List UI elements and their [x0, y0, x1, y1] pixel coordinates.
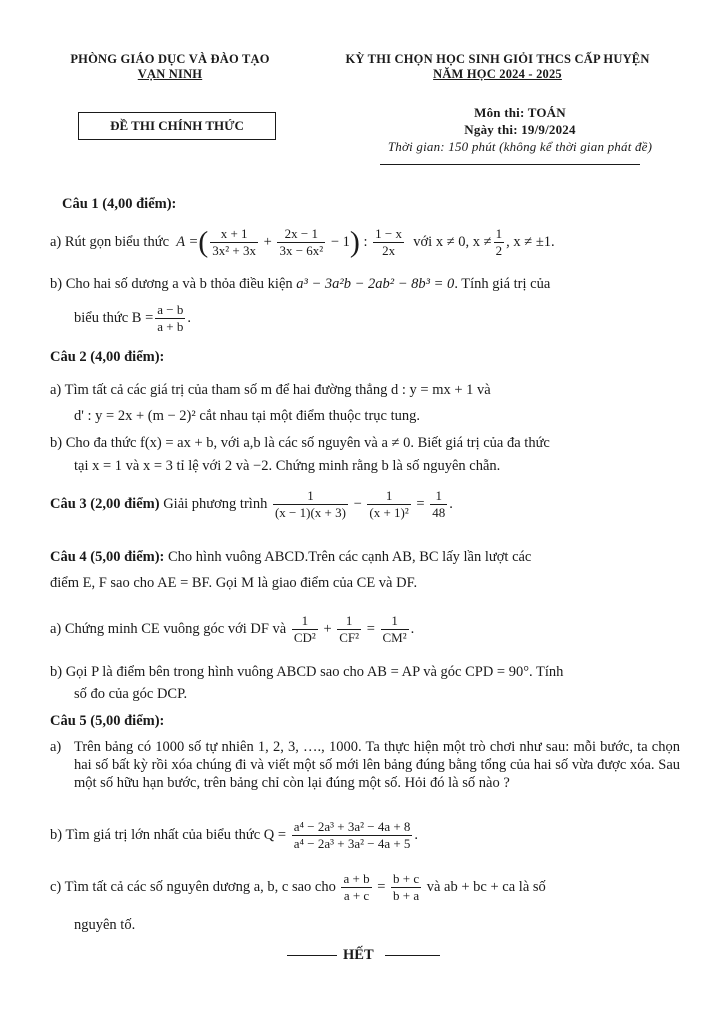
department-name: PHÒNG GIÁO DỤC VÀ ĐÀO TẠO VẠN NINH [50, 52, 290, 82]
q2-a-line2: d' : y = 2x + (m − 2)² cắt nhau tại một điểm thuộc trục tung. [74, 408, 420, 424]
q4-a: a) Chứng minh CE vuông góc với DF và $\frac{1}{\text{CD²}}$ + $\frac{1}{\text{CF²}}$ = $\frac{1}{\text{CM²}}$ . [50, 613, 415, 646]
q1-b: b) Cho hai số dương a và b thỏa điều kiện a³ − 3a²b − 2ab² − 8b³ = 0. Tính giá trị của [50, 276, 551, 292]
q5-a: Trên bảng có 1000 số tự nhiên 1, 2, 3, …., 1000. Ta thực hiện một trò chơi như sau: mỗi bước, ta chọn hai số bất kỳ rồi xóa chúng đi và viết một số mới lên bảng đúng bằng tổng của hai số vừa được xóa. Sau một số hữu hạn bước, trên bảng chỉ còn lại đúng một số. Hỏi đó là số nào ? [74, 739, 680, 791]
q2-title: Câu 2 (4,00 điểm): [50, 349, 165, 365]
district-name: VẠN NINH [137, 67, 203, 81]
q2-a-line1: a) Tìm tất cả các giá trị của tham số m để hai đường thẳng d : y = mx + 1 và [50, 382, 491, 398]
q5-title: Câu 5 (5,00 điểm): [50, 713, 165, 729]
q1-b-line2: biểu thức B = $\frac{a - b}{a + b}$ . [74, 302, 191, 334]
q5-a-label: a) [50, 739, 62, 755]
end-line-left [287, 955, 337, 956]
exam-date: Ngày thi: 19/9/2024 [464, 122, 576, 137]
q4-b-line2: số đo của góc DCP. [74, 686, 188, 702]
q4-intro-line2: điểm E, F sao cho AE = BF. Gọi M là giao điểm của CE và DF. [50, 575, 418, 591]
school-year: NĂM HỌC 2024 - 2025 [433, 67, 562, 81]
q5-b: b) Tìm giá trị lớn nhất của biểu thức Q = $\frac{\text{a⁴ − 2a³ + 3a² − 4a + 8}}{\text{a⁴ − 2a³ + 3a² − 4a + 5}}$ . [50, 819, 419, 852]
end-line-right [385, 955, 440, 956]
q2-b-line2: tại x = 1 và x = 3 tỉ lệ với 2 và −2. Chứng minh rằng b là số nguyên chẵn. [74, 458, 501, 474]
q1-a: a) Rút gọn biểu thức A =( $\frac{x + 1}{\text{3x² + 3x}}$ + $\frac{2x - 1}{\text{3x − 6x²}}$ − 1) : $\frac{1 - x}{2x}$ với x ≠ 0, x ≠ $\frac{1}{2}$ , x ≠ ±1. [50, 225, 555, 259]
exam-title: KỲ THI CHỌN HỌC SINH GIỎI THCS CẤP HUYỆN NĂM HỌC 2024 - 2025 [310, 52, 685, 82]
q1-title: Câu 1 (4,00 điểm): [62, 196, 177, 212]
official-exam-box: ĐỀ THI CHÍNH THỨC [78, 112, 276, 140]
q5-c: c) Tìm tất cả các số nguyên dương a, b, c sao cho $\frac{a + b}{a + c}$ = $\frac{b + c}{b + a}$ và ab + bc + ca là số [50, 871, 546, 904]
q3: Câu 3 (2,00 điểm) Giải phương trình $\frac{1}{(x - 1)(x + 3)}$ − $\frac{1}{\text{(x + 1)²}}$ = $\frac{1}{48}$ . [50, 488, 453, 521]
header-divider [380, 164, 640, 165]
end-marker: HẾT [343, 947, 374, 963]
subject-info [360, 104, 680, 155]
q4-b-line1: b) Gọi P là điểm bên trong hình vuông ABCD sao cho AB = AP và góc CPD = 90°. Tính [50, 664, 564, 680]
q4-intro: Câu 4 (5,00 điểm): Cho hình vuông ABCD.Trên các cạnh AB, BC lấy lần lượt các [50, 549, 532, 565]
subject: Môn thi: TOÁN [474, 105, 566, 120]
exam-duration: Thời gian: 150 phút (không kể thời gian phát đề) [387, 139, 653, 154]
q5-c-line2: nguyên tố. [74, 917, 136, 933]
q2-b-line1: b) Cho đa thức f(x) = ax + b, với a,b là các số nguyên và a ≠ 0. Biết giá trị của đa thức [50, 435, 550, 451]
